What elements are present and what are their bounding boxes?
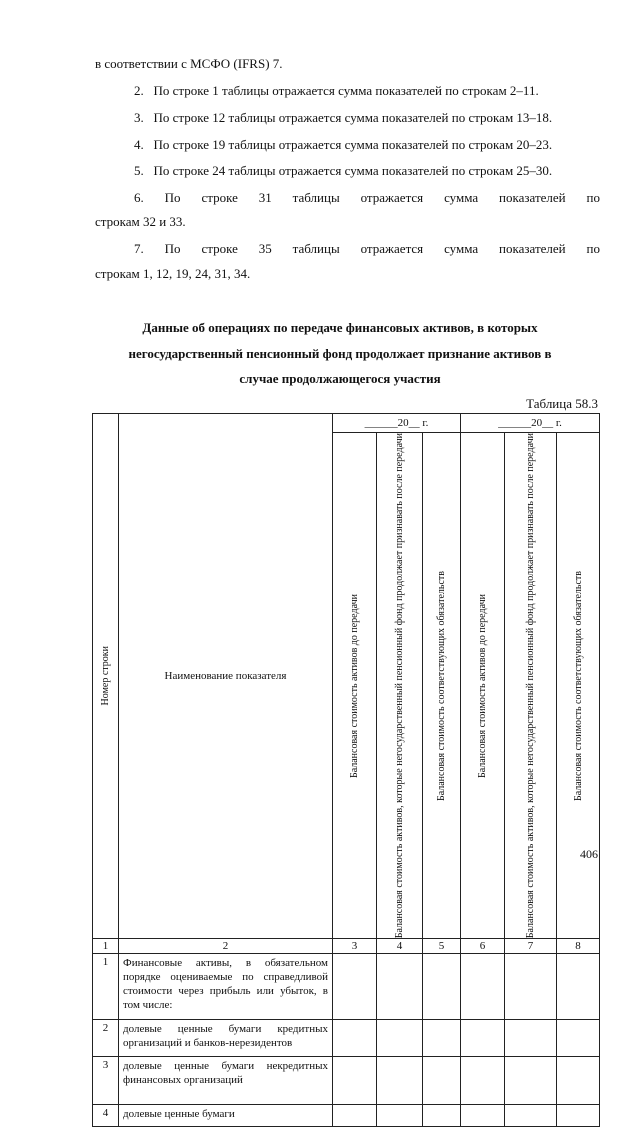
header-col-c: Балансовая стоимость соответствующих обязательств	[557, 433, 600, 939]
table-row	[93, 1020, 600, 1057]
header-row-number: Номер строки	[93, 414, 119, 939]
column-number: 2	[119, 939, 333, 954]
row-number: 2	[93, 1020, 119, 1057]
data-cell	[505, 1105, 557, 1127]
row-number: 4	[93, 1105, 119, 1127]
row-label: долевые ценные бумаги кредитных организаций и банков-нерезидентов	[119, 1020, 333, 1057]
table-row	[93, 954, 600, 1020]
row-number: 3	[93, 1057, 119, 1105]
data-cell	[377, 1020, 423, 1057]
column-number: 1	[93, 939, 119, 954]
page-number: 406	[580, 847, 598, 861]
column-number: 6	[461, 939, 505, 954]
row-label: Финансовые активы, в обязательном порядке оцениваемые по справедливой стоимости через прибыль или убыток, в том числе:	[119, 954, 333, 1020]
table-row	[93, 1057, 600, 1105]
data-cell	[557, 954, 600, 1020]
data-cell	[423, 1020, 461, 1057]
header-indicator-name: Наименование показателя	[119, 414, 333, 939]
data-cell	[557, 1105, 600, 1127]
paragraph-item-6: 6. По строке 31 таблицы отражается сумма показателей по	[134, 190, 600, 205]
table-row	[93, 1105, 600, 1127]
data-cell	[505, 954, 557, 1020]
paragraph-item-7: 7. По строке 35 таблицы отражается сумма показателей по	[134, 241, 600, 256]
data-cell	[557, 1020, 600, 1057]
header-col-a: Балансовая стоимость активов до передачи	[333, 433, 377, 939]
data-cell	[333, 1057, 377, 1105]
data-cell	[461, 1105, 505, 1127]
data-cell	[505, 1057, 557, 1105]
header-col-b: Балансовая стоимость активов, которые негосударственный пенсионный фонд продолжает признавать после передачи	[505, 433, 557, 939]
paragraph-item-7-cont: строкам 1, 12, 19, 24, 31, 34.	[95, 266, 251, 281]
data-cell	[333, 954, 377, 1020]
data-table	[92, 413, 600, 1127]
row-label: долевые ценные бумаги некредитных финансовых организаций	[119, 1057, 333, 1105]
paragraph-item-2: 2. По строке 1 таблицы отражается сумма показателей по строкам 2–11.	[134, 83, 539, 98]
data-cell	[333, 1105, 377, 1127]
column-number: 4	[377, 939, 423, 954]
column-number: 5	[423, 939, 461, 954]
header-year-group-1: ______20__ г.	[333, 414, 461, 433]
header-col-b: Балансовая стоимость активов, которые негосударственный пенсионный фонд продолжает признавать после передачи	[377, 433, 423, 939]
table-caption: Таблица 58.3	[526, 396, 598, 411]
row-number: 1	[93, 954, 119, 1020]
data-cell	[461, 954, 505, 1020]
data-cell	[377, 954, 423, 1020]
data-cell	[333, 1020, 377, 1057]
paragraph-item-3: 3. По строке 12 таблицы отражается сумма показателей по строкам 13–18.	[134, 110, 553, 125]
data-cell	[423, 1105, 461, 1127]
data-cell	[557, 1057, 600, 1105]
data-cell	[377, 1105, 423, 1127]
paragraph-item-6-cont: строкам 32 и 33.	[95, 214, 186, 229]
paragraph-item-4: 4. По строке 19 таблицы отражается сумма показателей по строкам 20–23.	[134, 137, 553, 152]
column-number: 8	[557, 939, 600, 954]
data-cell	[461, 1057, 505, 1105]
data-cell	[461, 1020, 505, 1057]
data-cell	[505, 1020, 557, 1057]
data-cell	[423, 1057, 461, 1105]
paragraph-line: в соответствии с МСФО (IFRS) 7.	[95, 56, 283, 71]
data-cell	[423, 954, 461, 1020]
header-col-c: Балансовая стоимость соответствующих обязательств	[423, 433, 461, 939]
section-heading-line-2: негосударственный пенсионный фонд продолжает признание активов в	[128, 346, 552, 361]
column-number: 3	[333, 939, 377, 954]
row-label: долевые ценные бумаги	[119, 1105, 333, 1127]
paragraph-item-5: 5. По строке 24 таблицы отражается сумма показателей по строкам 25–30.	[134, 163, 553, 178]
header-year-group-2: ______20__ г.	[461, 414, 600, 433]
section-heading-line-3: случае продолжающегося участия	[239, 371, 441, 386]
header-col-a: Балансовая стоимость активов до передачи	[461, 433, 505, 939]
column-number: 7	[505, 939, 557, 954]
data-cell	[377, 1057, 423, 1105]
section-heading-line-1: Данные об операциях по передаче финансовых активов, в которых	[142, 320, 538, 335]
